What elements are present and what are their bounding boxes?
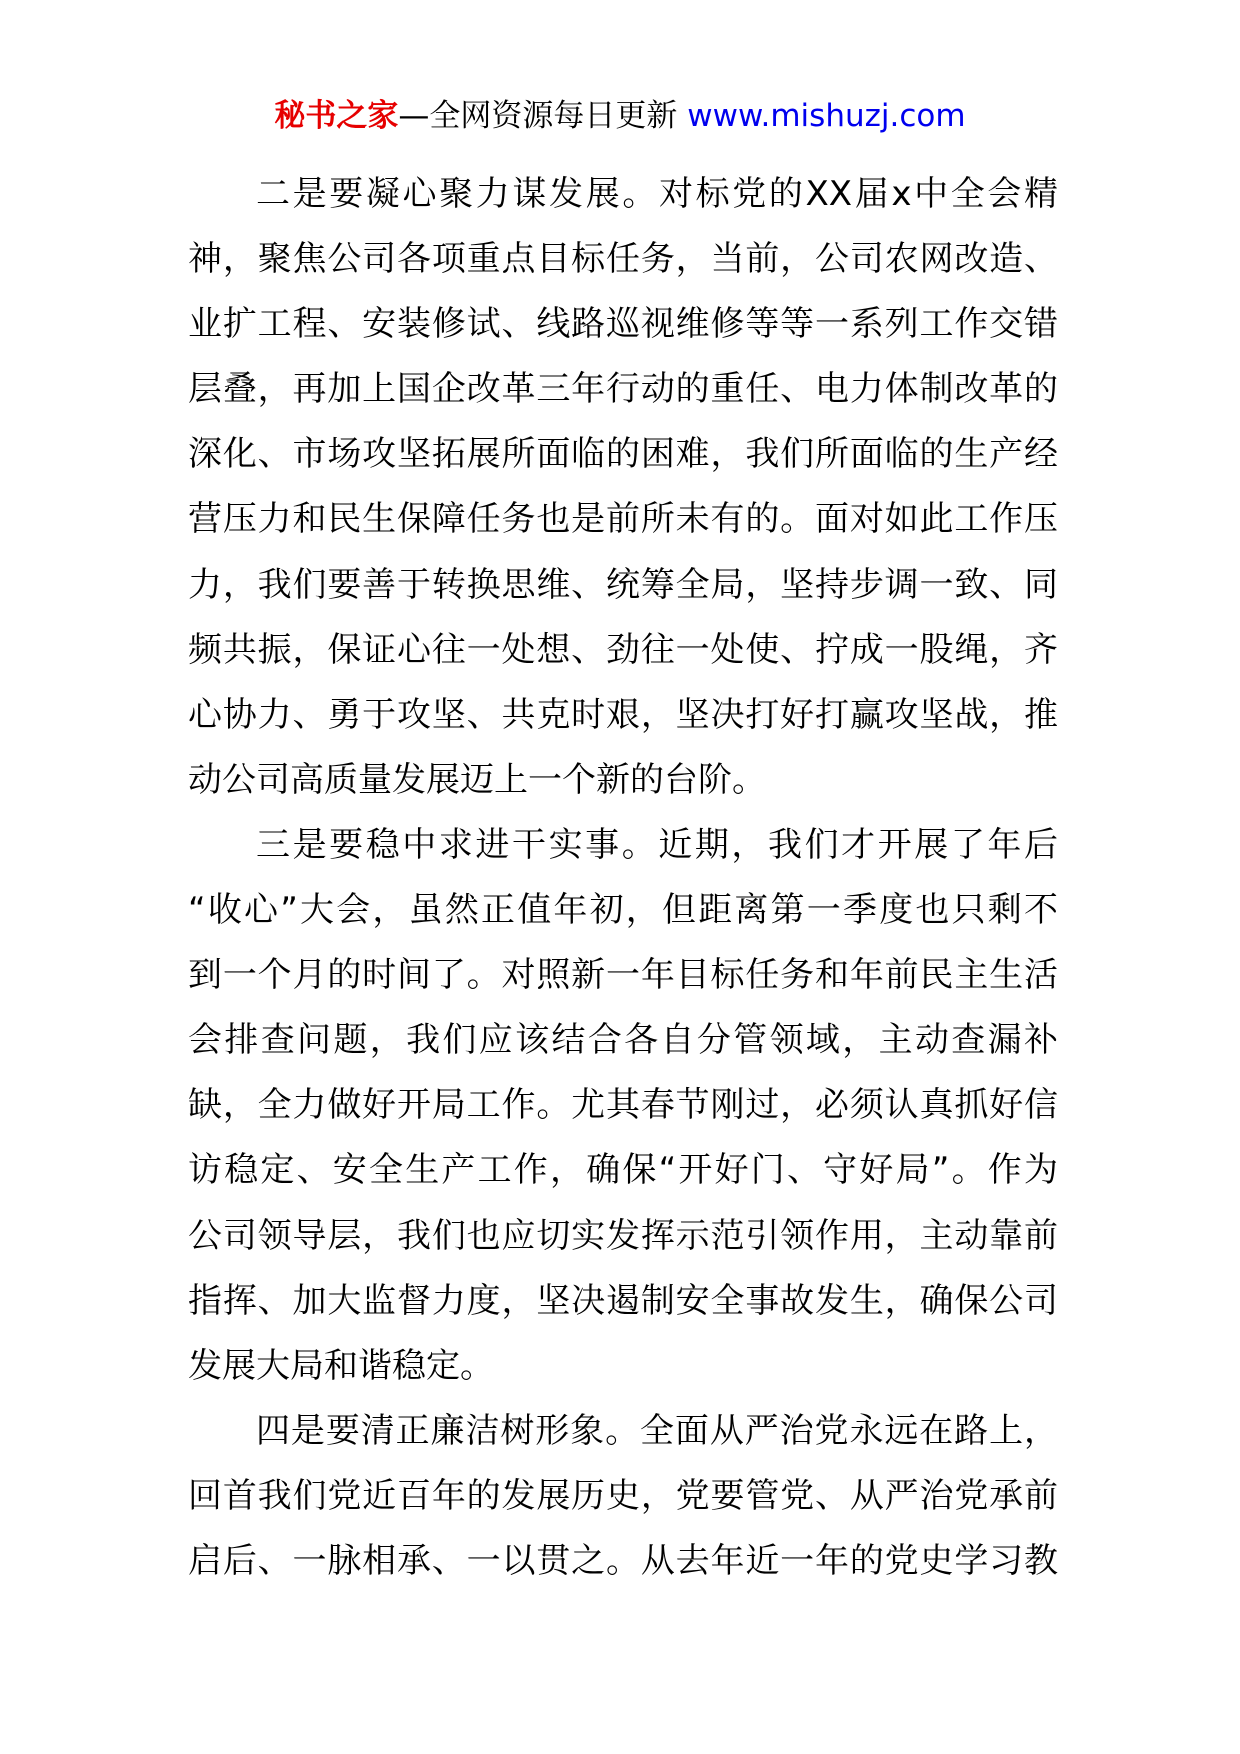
text-line: 回首我们党近百年的发展历史，党要管党、从严治党承前 [188, 1475, 1058, 1516]
text-line: 深化、市场攻坚拓展所面临的困难，我们所面临的生产经 [188, 434, 1058, 475]
text-line: 心协力、勇于攻坚、共克时艰，坚决打好打赢攻坚战，推 [188, 694, 1058, 735]
document-body [188, 162, 1058, 1594]
text-line: 二是要凝心聚力谋发展。对标党的XX届x中全会精 [256, 174, 1058, 214]
text-line: 三是要稳中求进干实事。近期，我们才开展了年后 [256, 824, 1058, 865]
text-line: 动公司高质量发展迈上一个新的台阶。 [188, 759, 766, 800]
text-line: 启后、一脉相承、一以贯之。从去年近一年的党史学习教 [188, 1540, 1058, 1581]
text-line: 发展大局和谐稳定。 [188, 1345, 494, 1386]
site-url-link[interactable]: www.mishuzj.com [687, 98, 966, 134]
text-line: “收心”大会，虽然正值年初，但距离第一季度也只剩不 [188, 890, 1058, 931]
text-line: 访稳定、安全生产工作，确保“开好门、守好局”。作为 [188, 1150, 1058, 1191]
text-line: 到一个月的时间了。对照新一年目标任务和年前民主生活 [188, 955, 1058, 996]
text-line: 力，我们要善于转换思维、统筹全局，坚持步调一致、同 [188, 564, 1058, 605]
text-line: 层叠，再加上国企改革三年行动的重任、电力体制改革的 [188, 369, 1058, 410]
text-line: 四是要清正廉洁树形象。全面从严治党永远在路上， [256, 1410, 1058, 1451]
page-header [0, 96, 1240, 136]
text-line: 营压力和民生保障任务也是前所未有的。面对如此工作压 [188, 499, 1058, 540]
text-line: 指挥、加大监督力度，坚决遏制安全事故发生，确保公司 [188, 1280, 1058, 1321]
site-brand: 秘书之家 [274, 98, 399, 134]
text-line: 缺，全力做好开局工作。尤其春节刚过，必须认真抓好信 [188, 1085, 1058, 1126]
text-line: 公司领导层，我们也应切实发挥示范引领作用，主动靠前 [188, 1215, 1058, 1256]
text-line: 业扩工程、安装修试、线路巡视维修等等一系列工作交错 [188, 304, 1058, 345]
site-tagline: —全网资源每日更新 [398, 98, 678, 134]
text-line: 神，聚焦公司各项重点目标任务，当前，公司农网改造、 [188, 239, 1058, 280]
text-line: 频共振，保证心往一处想、劲往一处使、拧成一股绳，齐 [188, 629, 1058, 670]
text-line: 会排查问题，我们应该结合各自分管领域，主动查漏补 [188, 1020, 1058, 1061]
